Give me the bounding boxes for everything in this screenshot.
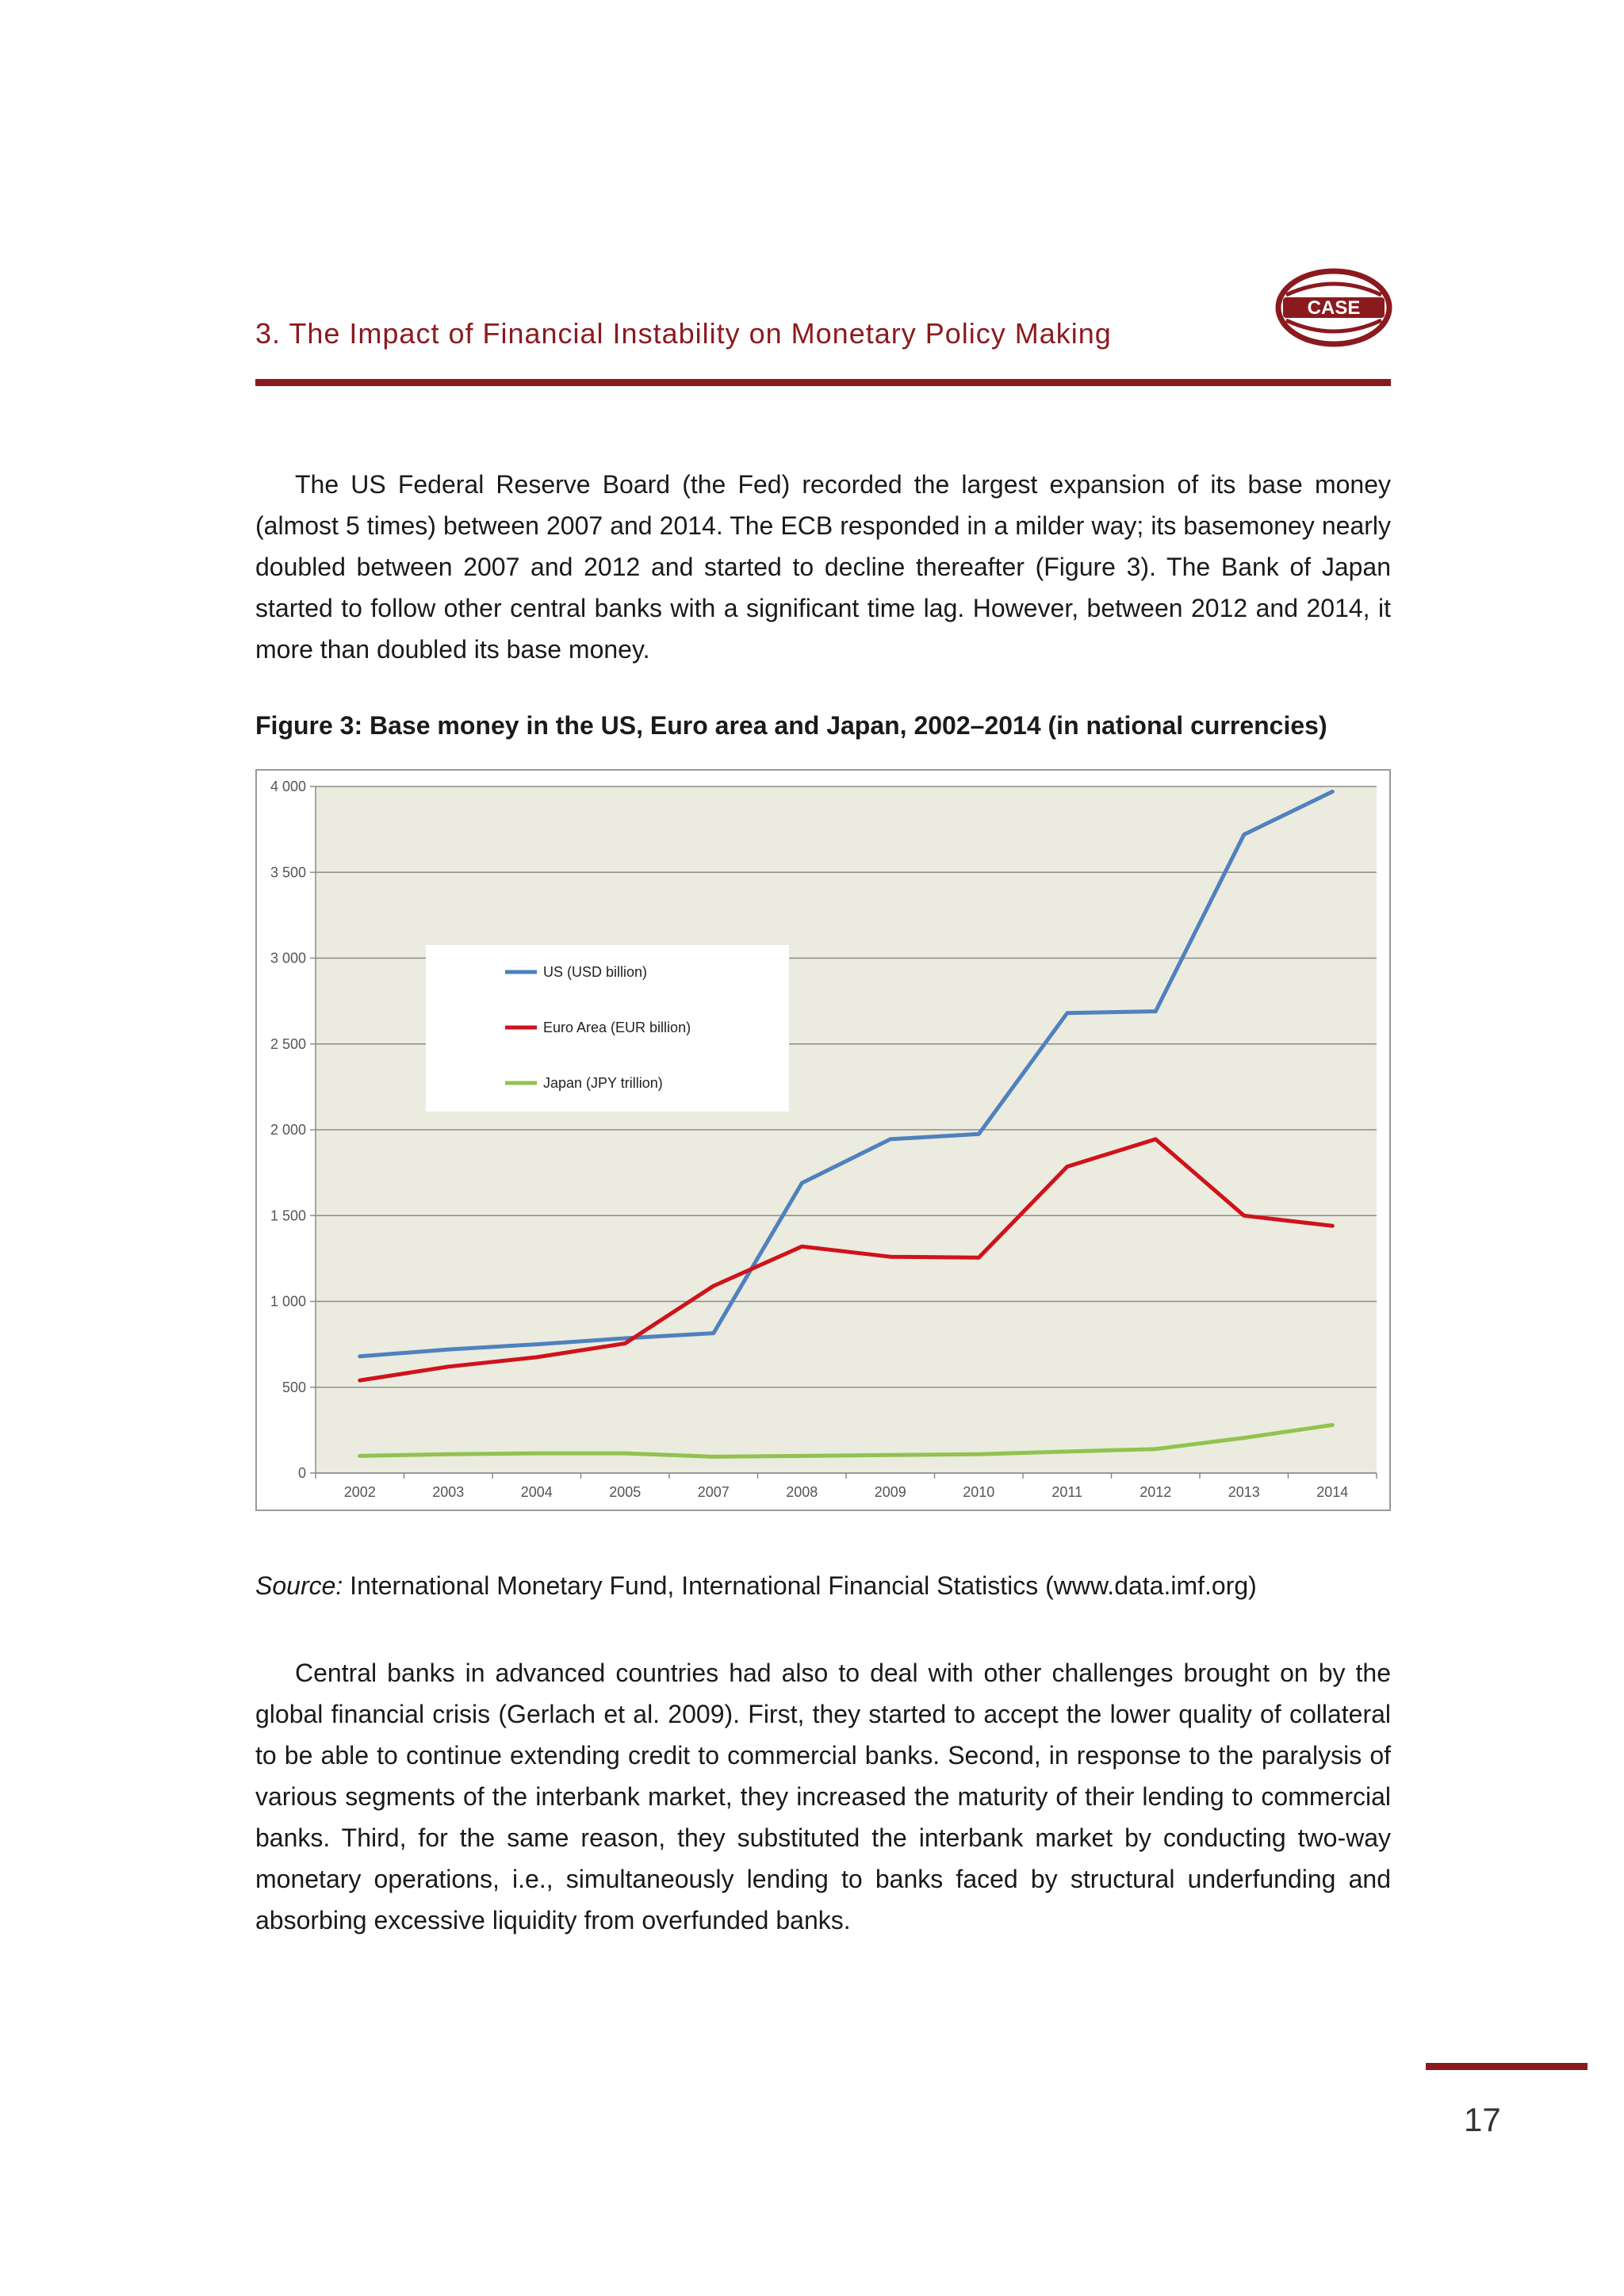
source-label: Source: (255, 1571, 343, 1600)
paragraph-2: Central banks in advanced countries had also to deal with other challenges brought on by the global financial crisis (Gerlach et al. 2009). First, they started to accept the lower quality of collateral to be able to continue extending credit to commercial banks. Second, in response to the paralysis of various segments of the interbank market, they increased the maturity of their lending to commercial banks. Third, for the same reason, they substituted the interbank market by conducting two-way monetary operations, i.e., simultaneously lending to banks faced by structural underfunding and absorbing excessive liquidity from overfunded banks. (255, 1659, 1391, 1934)
chart-frame (255, 769, 1391, 1511)
header-rule (255, 379, 1391, 386)
x-tick-label: 2011 (1051, 1484, 1083, 1500)
logo-text: CASE (1307, 297, 1361, 319)
x-tick-label: 2013 (1228, 1484, 1260, 1500)
y-tick-label: 3 500 (270, 864, 306, 881)
source-text: International Monetary Fund, International Financial Statistics (www.data.imf.org) (343, 1571, 1257, 1600)
source-note (255, 1571, 1257, 1601)
y-tick-label: 1 500 (270, 1207, 306, 1224)
paragraph-1: The US Federal Reserve Board (the Fed) recorded the largest expansion of its base money (almost 5 times) between 2007 and 2014. The ECB responded in a milder way; its basemoney nearly doubled between 2007 and 2012 and started to decline thereafter (Figure 3). The Bank of Japan started to follow other central banks with a significant time lag. However, between 2012 and 2014, it more than doubled its base money. (255, 470, 1391, 664)
x-tick-label: 2003 (432, 1484, 465, 1500)
section-title: 3. The Impact of Financial Instability on Monetary Policy Making (255, 317, 1112, 350)
x-tick-label: 2007 (697, 1484, 730, 1500)
y-tick-label: 500 (282, 1379, 306, 1395)
y-tick-label: 1 000 (270, 1293, 306, 1310)
legend-label: Japan (JPY trillion) (543, 1075, 663, 1091)
x-tick-label: 2014 (1316, 1484, 1349, 1500)
y-tick-label: 2 000 (270, 1122, 306, 1138)
y-tick-label: 2 500 (270, 1035, 306, 1052)
x-tick-label: 2002 (343, 1484, 376, 1500)
x-tick-label: 2005 (609, 1484, 642, 1500)
legend-label: US (USD billion) (543, 964, 648, 980)
y-tick-label: 4 000 (270, 779, 306, 794)
y-tick-label: 3 000 (270, 950, 306, 966)
case-logo (1275, 268, 1392, 347)
x-tick-label: 2010 (963, 1484, 995, 1500)
line-chart (257, 771, 1389, 1510)
y-tick-label: 0 (297, 1465, 306, 1481)
page-number: 17 (1464, 2101, 1501, 2138)
x-tick-label: 2008 (786, 1484, 818, 1500)
footer-rule (1426, 2063, 1588, 2070)
figure-caption: Figure 3: Base money in the US, Euro area and Japan, 2002–2014 (in national currencies) (255, 711, 1327, 740)
legend-label: Euro Area (EUR billion) (543, 1020, 691, 1035)
x-tick-label: 2004 (520, 1484, 553, 1500)
x-tick-label: 2012 (1139, 1484, 1172, 1500)
x-tick-label: 2009 (874, 1484, 906, 1500)
